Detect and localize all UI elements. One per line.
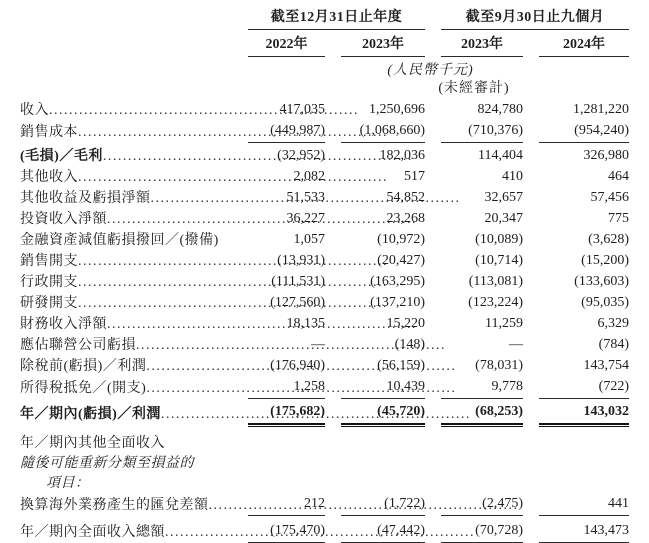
cell-value: (47,442) [341, 521, 425, 543]
currency-note: (人民幣千元) [387, 63, 474, 78]
row-label: 年／期內其他全面收入 [20, 436, 165, 451]
row-label: 隨後可能重新分類至損益的 [20, 456, 194, 471]
row-label: 財務收入淨額 [20, 317, 107, 332]
value-cell [523, 146, 629, 167]
value-cell [425, 402, 523, 425]
table-row [20, 188, 649, 209]
value-cell [325, 521, 425, 543]
table-row [20, 377, 649, 399]
table-row [20, 335, 649, 356]
row-label-cell [20, 231, 232, 251]
row-label-cell [20, 294, 232, 314]
value-cell [523, 402, 629, 425]
value-cell [325, 100, 425, 121]
value-cell [232, 167, 325, 188]
cell-value: 775 [608, 211, 629, 226]
year-column-2022 [232, 36, 325, 57]
value-cell [232, 314, 325, 335]
table-row [20, 272, 649, 293]
value-cell [325, 121, 425, 143]
cell-value: 143,473 [539, 521, 629, 543]
cell-value: 410 [502, 169, 523, 184]
year-column-2024-9m [523, 36, 629, 57]
cell-value: 54,852 [386, 190, 425, 205]
cell-value: (68,253) [441, 402, 523, 425]
value-cell [425, 356, 523, 377]
cell-value: 417,035 [279, 102, 325, 117]
value-cell [232, 272, 325, 293]
value-cell [523, 251, 629, 272]
year-column-2023 [325, 36, 425, 57]
cell-value: (163,295) [370, 274, 425, 289]
value-cell [523, 314, 629, 335]
cell-value: 182,036 [379, 148, 425, 163]
cell-value: (111,531) [271, 274, 325, 289]
value-cell [523, 230, 629, 251]
value-cell [232, 146, 325, 167]
unaudited-note: (未經審計) [438, 81, 510, 96]
row-label: 行政開支 [20, 275, 78, 290]
cell-value: 15,220 [386, 316, 425, 331]
value-cell [325, 209, 425, 230]
period-group-annual [232, 9, 425, 30]
value-cell [523, 377, 629, 399]
value-cell [523, 188, 629, 209]
row-label-cell [20, 523, 232, 543]
row-label-cell [20, 496, 232, 516]
cell-value: (95,035) [581, 295, 629, 310]
value-cell [523, 356, 629, 377]
value-cell [425, 314, 523, 335]
row-label: 銷售成本 [20, 125, 78, 140]
value-cell [425, 146, 523, 167]
row-label: 銷售開支 [20, 254, 78, 269]
value-cell [425, 335, 523, 356]
cell-value: 441 [539, 494, 629, 516]
cell-value: 32,657 [484, 190, 523, 205]
table-header-currency-note [20, 61, 649, 80]
table-row [20, 230, 649, 251]
row-label: 項目： [46, 476, 90, 491]
row-label-cell [20, 405, 232, 425]
table-row [20, 167, 649, 188]
row-label: 應佔聯營公司虧損 [20, 338, 136, 353]
cell-value: 9,778 [441, 377, 523, 399]
value-cell [325, 146, 425, 167]
row-label: 投資收入淨額 [20, 212, 107, 227]
cell-value: 1,057 [293, 232, 325, 247]
value-cell [325, 402, 425, 425]
row-label-cell [20, 357, 232, 377]
value-cell [232, 251, 325, 272]
value-cell [425, 167, 523, 188]
value-cell [425, 377, 523, 399]
cell-value: 1,281,220 [573, 102, 629, 117]
cell-value: — [509, 337, 523, 352]
value-cell [325, 188, 425, 209]
row-label: 其他收入 [20, 170, 78, 185]
cell-value: (449,987) [248, 121, 325, 143]
cell-value: 517 [404, 169, 425, 184]
cell-value: 20,347 [484, 211, 523, 226]
value-cell [325, 314, 425, 335]
year-column-2023-9m [425, 36, 523, 57]
value-cell [232, 121, 325, 143]
value-cell [523, 521, 629, 543]
cell-value: 326,980 [583, 148, 629, 163]
value-cell [232, 402, 325, 425]
year-label: 2024年 [539, 36, 629, 57]
table-row [20, 402, 649, 425]
row-label-cell [20, 252, 232, 272]
cell-value: 18,135 [286, 316, 325, 331]
value-cell [325, 230, 425, 251]
cell-value: 143,754 [583, 358, 629, 373]
value-cell [325, 377, 425, 399]
cell-value: (127,560) [270, 295, 325, 310]
cell-value: (32,952) [277, 148, 325, 163]
cell-value: 36,227 [286, 211, 325, 226]
period-group-annual-title: 截至12月31日止年度 [248, 9, 425, 30]
cell-value: (175,470) [248, 521, 325, 543]
value-cell [523, 293, 629, 314]
row-label: 其他收益及虧損淨額 [20, 191, 151, 206]
cell-value: (10,089) [475, 232, 523, 247]
cell-value: 51,533 [286, 190, 325, 205]
value-cell [425, 100, 523, 121]
value-cell [232, 356, 325, 377]
cell-value: (20,427) [377, 253, 425, 268]
table-header-groups [20, 9, 649, 30]
cell-value: (78,031) [475, 358, 523, 373]
cell-value: (3,628) [588, 232, 629, 247]
cell-value: (113,081) [468, 274, 523, 289]
value-cell [232, 293, 325, 314]
row-label-cell [20, 379, 232, 399]
value-cell [425, 521, 523, 543]
row-label: 金融資產減值虧損撥回／(撥備) [20, 233, 219, 248]
value-cell [325, 251, 425, 272]
cell-value: (10,972) [377, 232, 425, 247]
table-row [20, 209, 649, 230]
value-cell [523, 272, 629, 293]
cell-value: (1,722) [341, 494, 425, 516]
cell-value: 464 [608, 169, 629, 184]
table-row [20, 251, 649, 272]
value-cell [232, 377, 325, 399]
value-cell [425, 272, 523, 293]
cell-value: 57,456 [590, 190, 629, 205]
row-label-cell [20, 123, 232, 143]
row-label: 換算海外業務產生的匯兌差額 [20, 498, 209, 513]
table-row [20, 494, 649, 516]
table-body [20, 100, 649, 543]
value-cell [425, 121, 523, 143]
table-row [20, 474, 649, 494]
value-cell [523, 209, 629, 230]
cell-value: (176,940) [270, 358, 325, 373]
value-cell [425, 293, 523, 314]
row-label-cell [20, 454, 629, 474]
table-row [20, 434, 649, 454]
cell-value: (137,210) [370, 295, 425, 310]
value-cell [425, 209, 523, 230]
cell-value: (2,475) [441, 494, 523, 516]
value-cell [232, 209, 325, 230]
row-label-cell [20, 273, 232, 293]
cell-value: (722) [539, 377, 629, 399]
row-label-cell [20, 168, 232, 188]
year-label: 2023年 [341, 36, 425, 57]
row-label-cell [20, 315, 232, 335]
table-row [20, 454, 649, 474]
cell-value: — [311, 337, 325, 352]
cell-value: 1,250,696 [369, 102, 425, 117]
cell-value: 11,259 [485, 316, 523, 331]
table-row [20, 121, 649, 143]
cell-value: (784) [598, 337, 629, 352]
row-label: 除稅前(虧損)／利潤 [20, 359, 147, 374]
row-label-cell [20, 189, 232, 209]
row-label: 研發開支 [20, 296, 78, 311]
cell-value: (148) [394, 337, 425, 352]
cell-value: 1,258 [248, 377, 325, 399]
table-row [20, 356, 649, 377]
value-cell [232, 521, 325, 543]
table-row [20, 314, 649, 335]
table-row [20, 293, 649, 314]
cell-value: 6,329 [597, 316, 629, 331]
value-cell [425, 251, 523, 272]
cell-value: 824,780 [477, 102, 523, 117]
value-cell [232, 230, 325, 251]
cell-value: 143,032 [539, 402, 629, 425]
value-cell [325, 356, 425, 377]
cell-value: (56,159) [377, 358, 425, 373]
value-cell [325, 272, 425, 293]
table-header-unaudited-note [20, 80, 649, 98]
period-group-nine-months-title: 截至9月30日止九個月 [441, 9, 629, 30]
value-cell [425, 188, 523, 209]
value-cell [523, 335, 629, 356]
value-cell [523, 167, 629, 188]
value-cell [523, 121, 629, 143]
value-cell [325, 167, 425, 188]
cell-value: 23,268 [386, 211, 425, 226]
row-label-cell [20, 147, 232, 167]
row-label-cell [20, 210, 232, 230]
period-group-nine-months [425, 9, 629, 30]
row-label: 年／期內(虧損)／利潤 [20, 407, 161, 422]
value-cell [425, 230, 523, 251]
table-row [20, 146, 649, 167]
value-cell [325, 335, 425, 356]
value-cell [425, 494, 523, 516]
row-label: (毛損)／毛利 [20, 149, 103, 164]
year-label: 2022年 [248, 36, 325, 57]
value-cell [232, 100, 325, 121]
value-cell [232, 494, 325, 516]
cell-value: (70,728) [441, 521, 523, 543]
cell-value: (1,068,660) [341, 121, 425, 143]
value-cell [232, 335, 325, 356]
table-header-years [20, 36, 649, 57]
row-label: 收入 [20, 103, 49, 118]
cell-value: 2,082 [293, 169, 325, 184]
cell-value: (15,200) [581, 253, 629, 268]
cell-value: (954,240) [539, 121, 629, 143]
cell-value: (45,720) [341, 402, 425, 425]
value-cell [325, 494, 425, 516]
cell-value: 10,439 [341, 377, 425, 399]
row-label-cell [20, 434, 629, 454]
cell-value: 212 [248, 494, 325, 516]
cell-value: (133,603) [574, 274, 629, 289]
row-label: 年／期內全面收入總額 [20, 525, 165, 540]
cell-value: (710,376) [441, 121, 523, 143]
row-label-cell [20, 474, 629, 494]
cell-value: (123,224) [468, 295, 523, 310]
table-row [20, 100, 649, 121]
value-cell [523, 100, 629, 121]
year-label: 2023年 [441, 36, 523, 57]
value-cell [523, 494, 629, 516]
row-label-cell [20, 101, 232, 121]
value-cell [232, 188, 325, 209]
value-cell [325, 293, 425, 314]
cell-value: (175,682) [248, 402, 325, 425]
cell-value: 114,404 [478, 148, 523, 163]
cell-value: (13,931) [277, 253, 325, 268]
cell-value: (10,714) [475, 253, 523, 268]
row-label-cell [20, 336, 232, 356]
table-row [20, 521, 649, 543]
row-label: 所得稅抵免／(開支) [20, 381, 147, 396]
